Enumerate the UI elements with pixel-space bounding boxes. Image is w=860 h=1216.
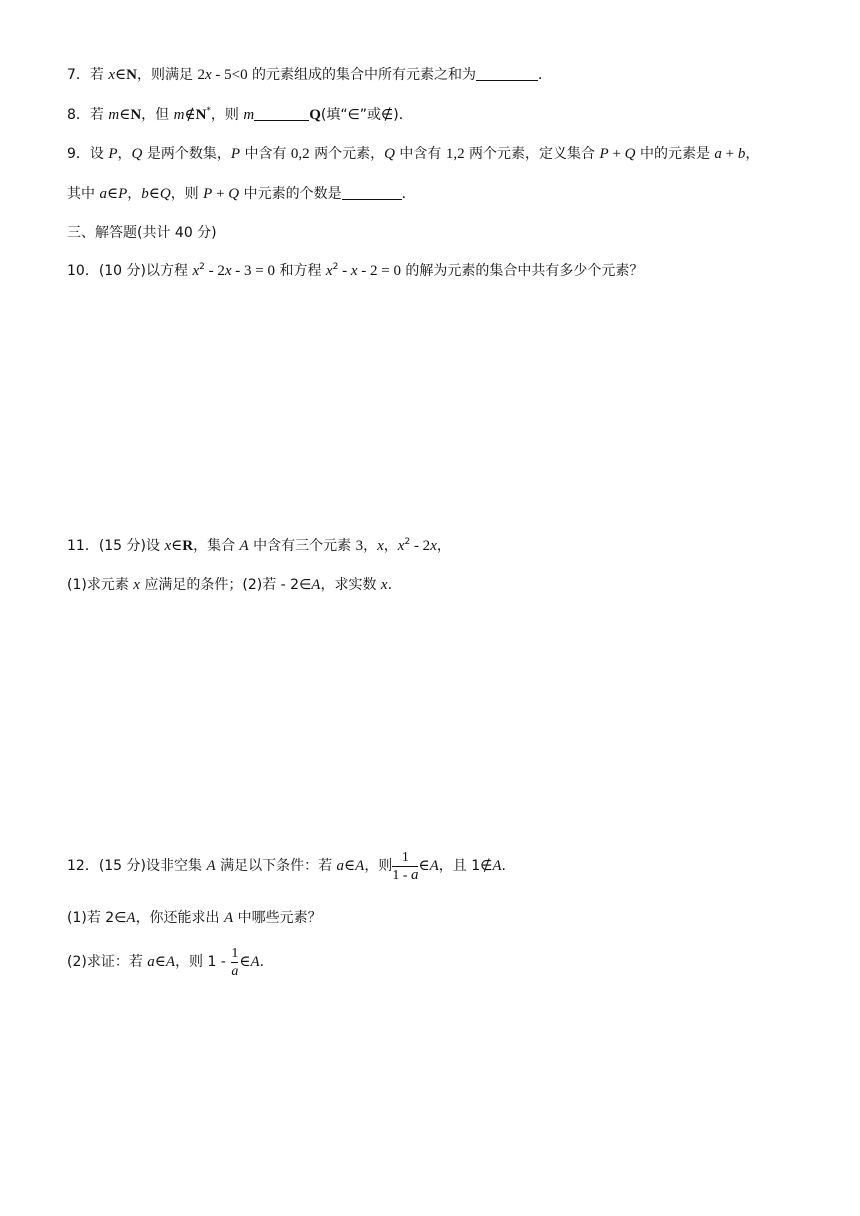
question-12-part-2 (67, 942, 264, 982)
q10-prefix: 10．(10 分)以方程 (67, 263, 193, 279)
q12-frac-den-a: a (410, 866, 419, 883)
q9-in-symbol: ∈ (106, 186, 119, 202)
question-8 (67, 106, 413, 124)
q12-fraction (392, 850, 418, 883)
q7-end: ． (538, 67, 553, 83)
q11-var-A: A (311, 577, 321, 593)
q12-fraction-2 (231, 946, 238, 979)
q11-var-x: x (164, 538, 172, 554)
q11-sep: ， (383, 538, 398, 554)
q12-frac-denominator (392, 868, 418, 883)
question-10 (67, 262, 643, 280)
q10-expr: - 2 (204, 263, 225, 279)
q9-var-b: b (737, 146, 746, 162)
q9-text: 两个元素，定义集合 (464, 146, 600, 162)
question-7 (67, 66, 552, 84)
q9-var-Q: Q (131, 146, 143, 162)
q9-text: 中元素的个数是 (239, 186, 342, 202)
q7-answer-blank[interactable] (476, 67, 538, 81)
q11-var-x: x (430, 538, 437, 554)
q9-text: 其中 (67, 186, 100, 202)
q12-text: 中哪些元素？ (233, 910, 322, 926)
q11-elem-3: 3 (355, 538, 364, 554)
q12-var-A: A (250, 954, 260, 970)
question-9-line-2 (67, 185, 416, 203)
q10-expr: - (338, 263, 351, 279)
q7-suffix: 的元素组成的集合中所有元素之和为 (247, 67, 477, 83)
q8-answer-blank[interactable] (254, 107, 309, 121)
q11-set-R: R (182, 538, 194, 554)
q12-var-a: a (147, 954, 155, 970)
q11-part2: 应满足的条件；(2)若 - 2∈ (139, 577, 312, 593)
q12-frac2-bar (231, 962, 238, 963)
q12-var-A: A (492, 858, 502, 874)
q9-sep: ， (117, 146, 132, 162)
q8-set-Nstar: N (195, 107, 207, 123)
q11-sep: ， (363, 538, 378, 554)
q7-var-x: x (108, 67, 116, 83)
q12-part2: (2)求证：若 (67, 954, 148, 970)
q9-prefix: 9．设 (67, 146, 109, 162)
q8-text-but: ，但 (141, 107, 174, 123)
q9-end: ． (401, 186, 416, 202)
question-11-parts (67, 576, 392, 594)
q12-text: ，且 1∉ (438, 858, 493, 874)
question-12 (67, 846, 506, 886)
q9-var-P5: P (203, 186, 213, 202)
q11-exp: 2 (404, 537, 411, 547)
q10-var-x: x (224, 263, 232, 279)
q7-set-N: N (126, 67, 137, 83)
q8-prefix: 8．若 (67, 107, 109, 123)
q12-frac2-denominator: a (231, 963, 239, 979)
q9-text: 中含有 (240, 146, 291, 162)
q11-sep: ， (436, 538, 451, 554)
q9-var-b2: b (141, 186, 149, 202)
q8-star: * (206, 106, 211, 116)
q12-frac2-numerator: 1 (231, 945, 239, 961)
q12-end: . (259, 954, 265, 970)
q10-expr: - 2 = 0 (357, 263, 401, 279)
q9-var-a: a (714, 146, 722, 162)
q12-text: 满足以下条件：若 (215, 858, 337, 874)
q12-text: ，则 1 - (175, 954, 231, 970)
q11-in-symbol: ∈ (171, 538, 183, 554)
q11-text: ，求实数 (320, 577, 381, 593)
q11-var-x: x (133, 577, 140, 593)
q8-set-N: N (130, 107, 142, 123)
q10-expr: - 3 = 0 (231, 263, 275, 279)
q7-expr-rest: - 5<0 (211, 67, 248, 83)
q11-prefix: 11．(15 分)设 (67, 538, 165, 554)
q11-var-A: A (239, 538, 249, 554)
q9-var-P: P (108, 146, 118, 162)
q9-text: 是两个数集， (142, 146, 231, 162)
q8-var-m: m (108, 107, 120, 123)
q12-var-A: A (224, 910, 234, 926)
q11-var-x: x (380, 577, 388, 593)
q12-var-A: A (126, 910, 136, 926)
question-12-part-1 (67, 909, 322, 927)
q12-var-a: a (336, 858, 345, 874)
q12-var-A: A (355, 858, 365, 874)
q9-var-Q5: Q (228, 186, 240, 202)
q11-text: 中含有三个元素 (248, 538, 356, 554)
q7-prefix: 7．若 (67, 67, 109, 83)
q11-expr: - 2 (410, 538, 431, 554)
q12-frac-numerator: 1 (401, 849, 409, 865)
q9-plus: + (212, 186, 229, 202)
q9-text: 中的元素是 (635, 146, 715, 162)
q8-set-Q: Q (309, 107, 321, 123)
q9-var-P4: P (118, 186, 128, 202)
q10-suffix: 的解为元素的集合中共有多少个元素？ (400, 263, 644, 279)
q10-text: 和方程 (275, 263, 326, 279)
q9-text: 中含有 (394, 146, 446, 162)
q11-text: ，集合 (193, 538, 240, 554)
q8-text-then: ，则 (210, 107, 244, 123)
q7-expr-x: x (204, 67, 212, 83)
q9-sep: ， (745, 146, 760, 162)
q9-nums-P: 0,2 (290, 146, 310, 162)
q12-text: ，则 (364, 858, 393, 874)
q11-end: . (387, 577, 393, 593)
q11-var-x: x (397, 538, 405, 554)
q12-var-A: A (429, 858, 439, 874)
q10-var-x: x (192, 263, 200, 279)
q12-in-symbol: ∈ (239, 954, 251, 970)
q9-text: ，则 (170, 186, 204, 202)
q10-exp: 2 (199, 262, 205, 272)
q12-in-symbol: ∈ (344, 858, 356, 874)
q7-in-symbol: ∈ (115, 67, 127, 83)
q11-var-x: x (377, 538, 384, 554)
q12-var-A: A (206, 858, 216, 874)
q12-in-symbol: ∈ (418, 858, 430, 874)
q9-nums-Q: 1,2 (445, 146, 465, 162)
q12-frac-den-const: 1 - (392, 867, 411, 883)
q10-exp: 2 (332, 262, 339, 272)
question-9-line-1 (67, 145, 759, 163)
q9-var-Q2: Q (384, 146, 395, 162)
q9-var-Q3: Q (624, 146, 636, 162)
q9-var-Q4: Q (159, 186, 171, 202)
q9-in-symbol: ∈ (148, 186, 160, 202)
q8-notin-symbol: ∉ (184, 107, 196, 123)
question-11 (67, 537, 451, 555)
q12-text: ，你还能求出 (135, 910, 225, 926)
q8-var-m2: m (173, 107, 185, 123)
q9-sep: ， (127, 186, 142, 202)
q12-in-symbol: ∈ (154, 954, 166, 970)
q7-coef: 2 (197, 67, 205, 83)
section-3-heading: 三、解答题(共计 40 分) (67, 225, 217, 241)
q9-text: 两个元素， (309, 146, 385, 162)
q12-prefix: 12．(15 分)设非空集 (67, 858, 207, 874)
q9-plus: + (721, 146, 738, 162)
q8-in-symbol: ∈ (119, 107, 131, 123)
q9-plus: + (608, 146, 625, 162)
q9-var-P3: P (599, 146, 609, 162)
q10-var-x: x (350, 263, 358, 279)
q9-var-a2: a (99, 186, 107, 202)
q8-var-m3: m (243, 107, 255, 123)
q7-text: ，则满足 (136, 67, 198, 83)
q12-part1: (1)若 2∈ (67, 910, 127, 926)
q12-var-A: A (165, 954, 176, 970)
q10-var-x: x (325, 263, 333, 279)
q8-fill-hint: (填“∈”或∉)． (320, 107, 413, 123)
q9-var-P2: P (230, 146, 240, 162)
q9-answer-blank[interactable] (342, 186, 402, 200)
q12-end: . (501, 858, 506, 874)
q11-part1: (1)求元素 (67, 577, 134, 593)
